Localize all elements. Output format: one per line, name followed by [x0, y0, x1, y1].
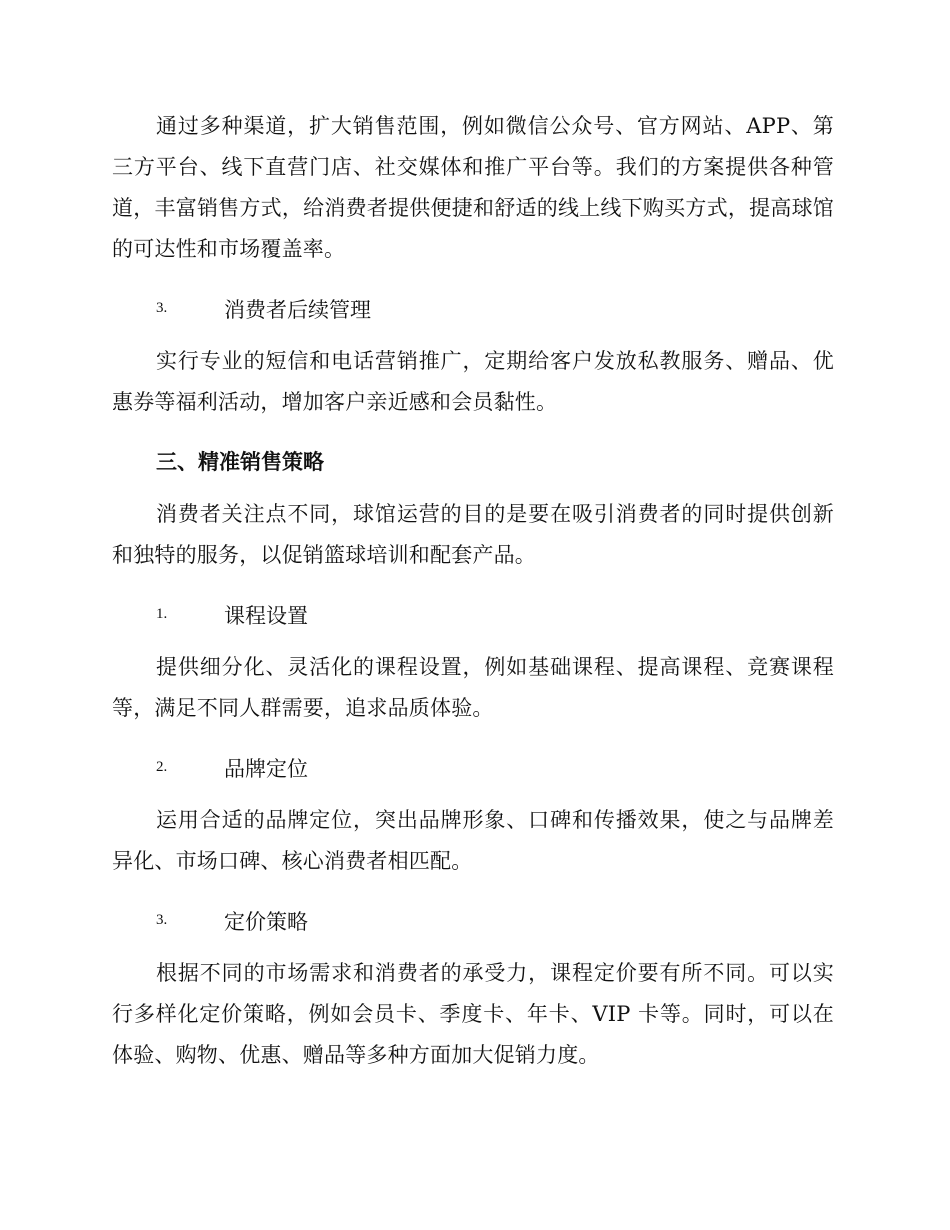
list-item-consumer-followup: [112, 288, 834, 329]
paragraph-consumer-followup: 实行专业的短信和电话营销推广，定期给客户发放私教服务、赠品、优惠券等福利活动，增加客户亲近感和会员黏性。: [112, 349, 834, 414]
paragraph-sales-channels: 通过多种渠道，扩大销售范围，例如微信公众号、官方网站、APP、第三方平台、线下直营门店、社交媒体和推广平台等。我们的方案提供各种管道，丰富销售方式，给消费者提供便捷和舒适的线上线下购买方式，提高球馆的可达性和市场覆盖率。: [112, 114, 834, 261]
list-label: 品牌定位: [224, 756, 308, 781]
list-item-course-setup: [112, 594, 834, 635]
list-label: 课程设置: [224, 603, 308, 628]
paragraph-pricing-strategy: 根据不同的市场需求和消费者的承受力，课程定价要有所不同。可以实行多样化定价策略，例如会员卡、季度卡、年卡、VIP 卡等。同时，可以在体验、购物、优惠、赠品等多种方面加大促销力度。: [112, 961, 834, 1067]
list-number: 3.: [156, 300, 168, 316]
section-heading: 三、精准销售策略: [156, 449, 324, 474]
paragraph-course-setup: 提供细分化、灵活化的课程设置，例如基础课程、提高课程、竞赛课程等，满足不同人群需要，追求品质体验。: [112, 655, 834, 720]
paragraph-precise-strategy: 消费者关注点不同，球馆运营的目的是要在吸引消费者的同时提供创新和独特的服务，以促销篮球培训和配套产品。: [112, 502, 834, 567]
list-label: 消费者后续管理: [224, 297, 371, 322]
document-page: [112, 106, 834, 1094]
list-number: 1.: [156, 606, 168, 622]
list-number: 2.: [156, 759, 168, 775]
paragraph-brand-positioning: 运用合适的品牌定位，突出品牌形象、口碑和传播效果，使之与品牌差异化、市场口碑、核心消费者相匹配。: [112, 808, 834, 873]
list-item-pricing-strategy: [112, 900, 834, 941]
list-label: 定价策略: [224, 909, 308, 934]
list-number: 3.: [156, 912, 168, 928]
list-item-brand-positioning: [112, 747, 834, 788]
